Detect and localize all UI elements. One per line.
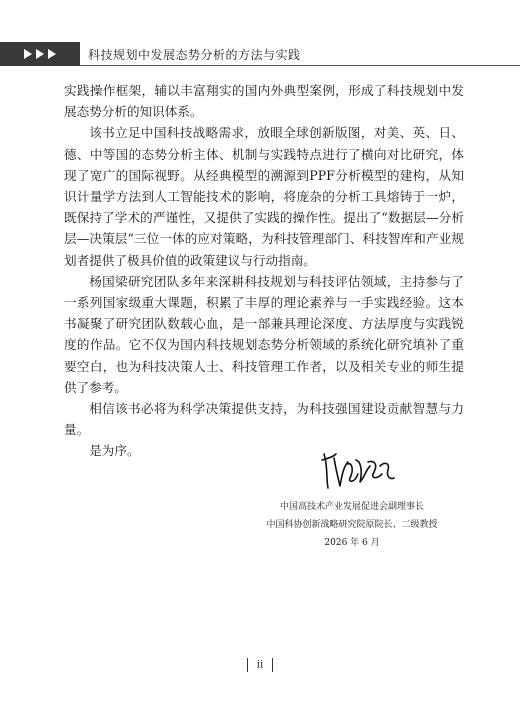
running-header-title: 科技规划中发展态势分析的方法与实践 — [88, 48, 301, 62]
page-footer — [0, 658, 520, 672]
paragraph: 相信该书必将为科学决策提供支持，为科技强国建设贡献智慧与力量。 — [64, 401, 464, 438]
triangle-arrow-icon — [24, 49, 32, 59]
running-header — [0, 42, 520, 66]
header-arrow-bar — [0, 42, 80, 66]
paragraph: 该书立足中国科技战略需求，放眼全球创新版图，对美、英、日、德、中等国的态势分析主体、机制与实践特点进行了横向对比研究，体现了宽广的国际视野。从经典模型的溯源到PPF分析模型的建构，从知识计量学方法到人工智能技术的影响，将庞杂的分析工具熔铸于一炉，既保持了学术的严谨性，又提供了实践的操作性。提出了“数据层—分析层—决策层”三位一体的应对策略，为科技管理部门、科技智库和产业规划者提供了极具价值的政策建议与行动指南。 — [64, 125, 464, 268]
signer-title-2: 中国科协创新战略研究院原院长、二级教授 — [266, 520, 438, 530]
page-number: ii — [256, 659, 264, 671]
paragraph-closing: 是为序。 — [89, 443, 140, 459]
paragraph-continued: 实践操作框架，辅以丰富翔实的国内外典型案例，形成了科技规划中发展态势分析的知识体系。 — [64, 83, 464, 120]
signature-block — [240, 498, 464, 552]
header-rule — [80, 65, 520, 66]
triangle-arrow-icon — [48, 49, 56, 59]
handwritten-signature — [318, 444, 398, 492]
paragraph: 杨国梁研究团队多年来深耕科技规划与科技评估领域，主持参与了一系列国家级重大课题，积累了丰厚的理论素养与一手实践经验。这本书凝聚了研究团队数载心血，是一部兼具理论深度、方法厚度与实践锐度的作品。它不仅为国内科技规划态势分析领域的系统化研究填补了重要空白，也为科技决策人士、科技管理工作者，以及相关专业的师生提供了参考。 — [64, 273, 464, 395]
footer-rule-right — [272, 658, 273, 672]
triangle-arrow-icon — [36, 49, 44, 59]
footer-rule-left — [247, 658, 248, 672]
signature-date: 2026 年 6 月 — [324, 538, 380, 548]
signer-title-1: 中国高技术产业发展促进会副理事长 — [279, 502, 424, 512]
preface-body — [64, 80, 464, 462]
